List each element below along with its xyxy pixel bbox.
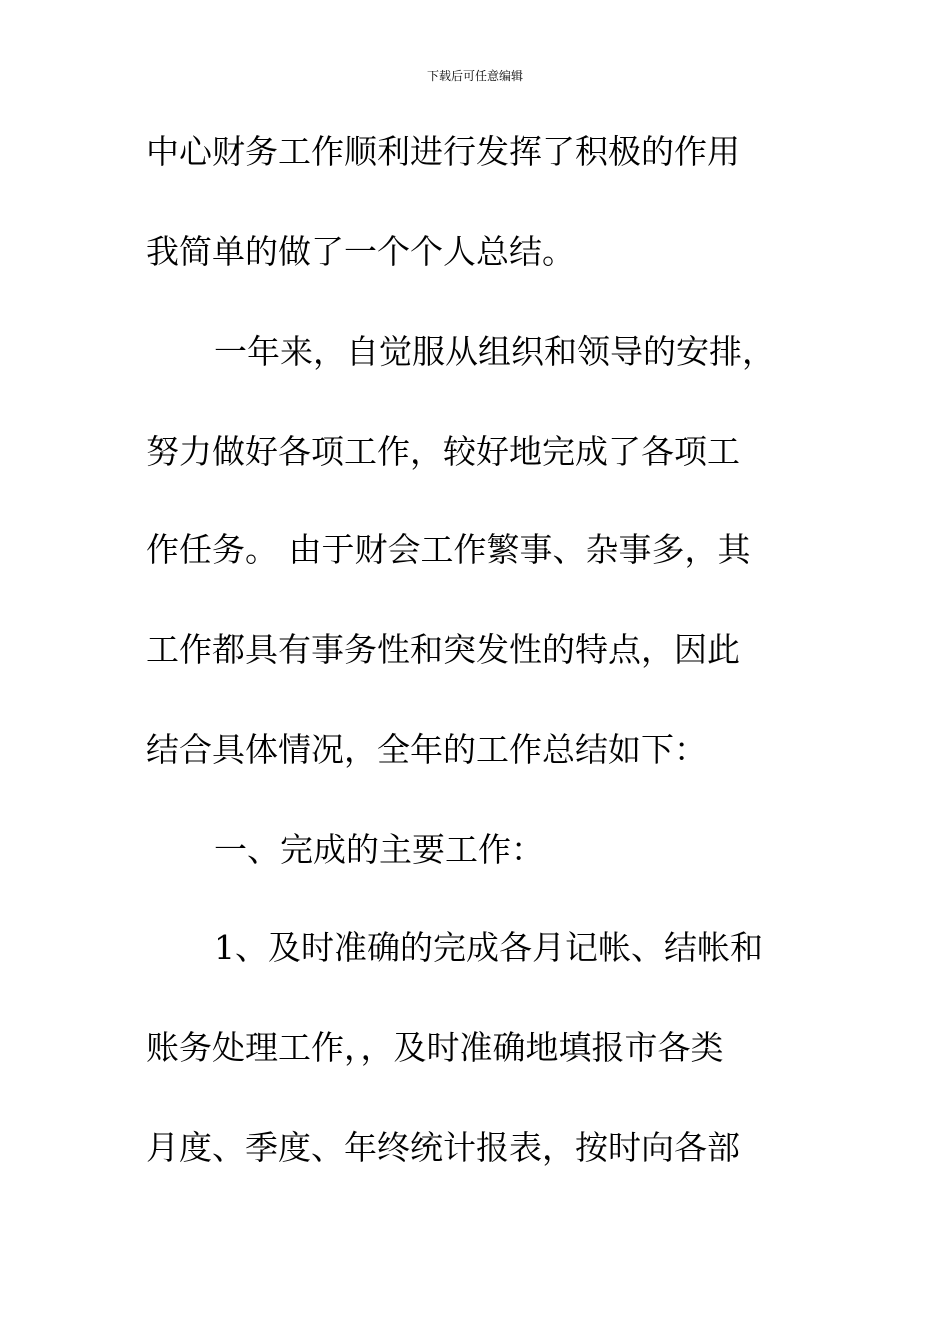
page-header: 下载后可任意编辑 — [426, 69, 523, 83]
body-line-9: 1、及时准确的完成各月记帐、结帐和 — [214, 928, 763, 967]
body-line-6: 工作都具有事务性和突发性的特点，因此 — [146, 630, 740, 669]
body-line-1: 中心财务工作顺利进行发挥了积极的作用 — [146, 132, 740, 171]
section-heading: 一、完成的主要工作： — [214, 830, 544, 869]
body-line-10: 账务处理工作，，及时准确地填报市各类 — [146, 1028, 724, 1067]
body-line-4: 努力做好各项工作，较好地完成了各项工 — [146, 432, 740, 471]
body-line-5: 作任务。 由于财会工作繁事、杂事多，其 — [146, 530, 751, 569]
body-line-2: 我简单的做了一个个人总结。 — [146, 232, 575, 271]
body-line-3: 一年来，自觉服从组织和领导的安排， — [214, 332, 775, 371]
body-line-7: 结合具体情况，全年的工作总结如下： — [146, 730, 707, 769]
body-line-11: 月度、季度、年终统计报表，按时向各部 — [146, 1128, 740, 1167]
